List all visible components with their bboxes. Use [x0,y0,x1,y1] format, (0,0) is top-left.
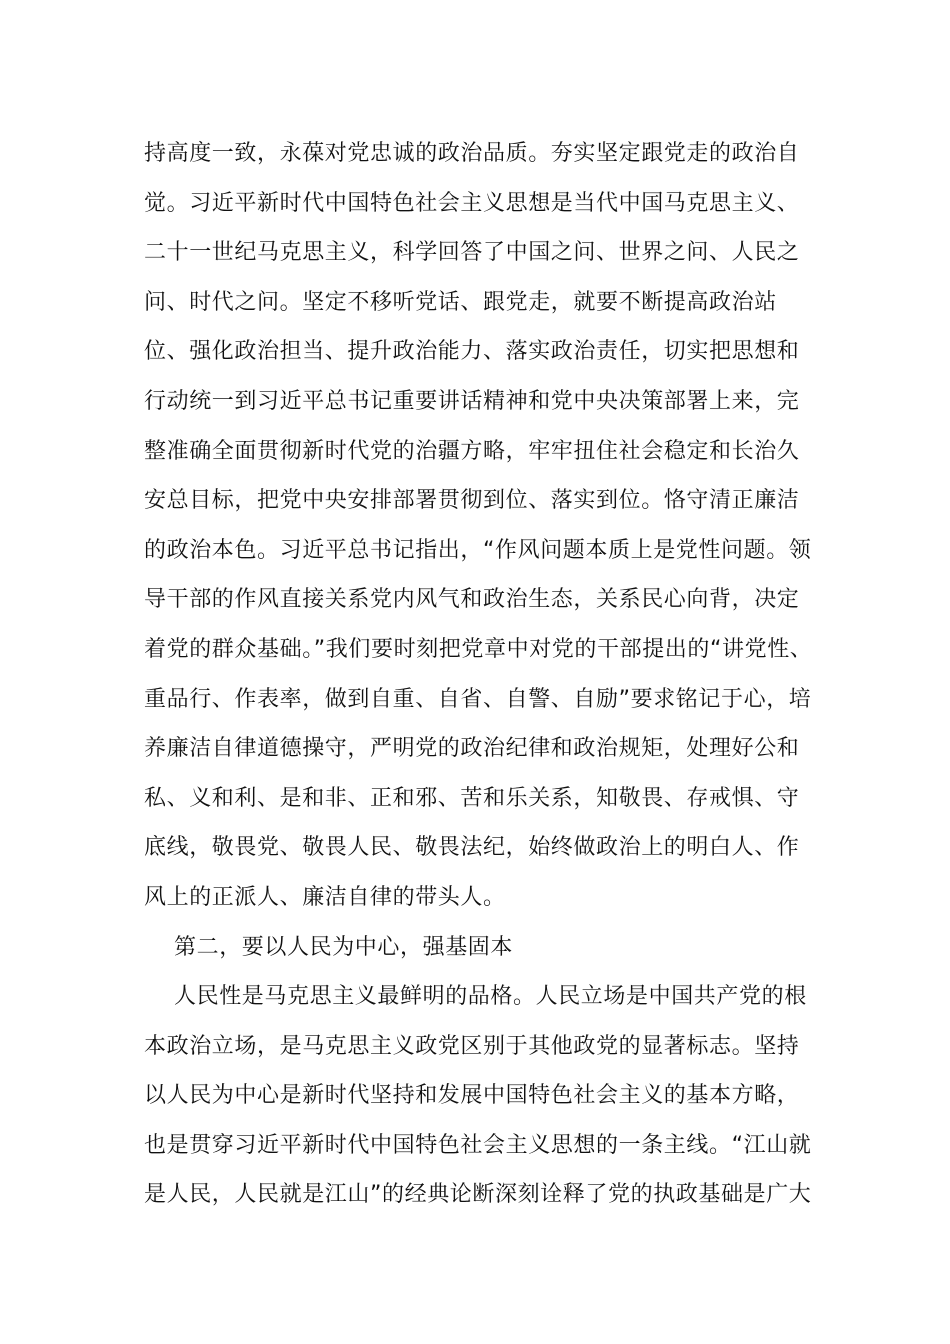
text-line: 本政治立场，是马克思主义政党区别于其他政党的显著标志。坚持 [144,1033,800,1059]
text-line: 持高度一致，永葆对党忠诚的政治品质。夯实坚定跟党走的政治自 [144,141,800,166]
text-line: 问、时代之问。坚定不移听党话、跟党走，就要不断提高政治站 [144,289,777,315]
text-line: 是人民，人民就是江山”的经典论断深刻诠释了党的执政基础是广大 [144,1182,812,1208]
text-line: 风上的正派人、廉洁自律的带头人。 [144,884,506,910]
text-line: 行动统一到习近平总书记重要讲话精神和党中央决策部署上来，完 [144,388,800,414]
text-line: 也是贯穿习近平新时代中国特色社会主义思想的一条主线。“江山就 [144,1132,812,1158]
text-line: 养廉洁自律道德操守，严明党的政治纪律和政治规矩，处理好公和 [144,736,800,762]
text-line: 安总目标，把党中央安排部署贯彻到位、落实到位。恪守清正廉洁 [144,488,800,514]
text-line: 以人民为中心是新时代坚持和发展中国特色社会主义的基本方略， [144,1083,800,1109]
text-line: 人民性是马克思主义最鲜明的品格。人民立场是中国共产党的根 [174,984,807,1010]
text-line: 觉。习近平新时代中国特色社会主义思想是当代中国马克思主义、 [144,190,800,216]
section-heading: 第二，要以人民为中心，强基固本 [174,934,514,960]
text-line: 位、强化政治担当、提升政治能力、落实政治责任，切实把思想和 [144,339,800,365]
text-line: 导干部的作风直接关系党内风气和政治生态，关系民心向背，决定 [144,587,800,613]
text-line: 的政治本色。习近平总书记指出，“作风问题本质上是党性问题。领 [144,537,812,563]
body-text [144,129,813,1220]
text-line: 重品行、作表率，做到自重、自省、自警、自励”要求铭记于心，培 [144,686,812,712]
text-line: 底线，敬畏党、敬畏人民、敬畏法纪，始终做政治上的明白人、作 [144,835,800,861]
text-line: 整准确全面贯彻新时代党的治疆方略，牢牢扭住社会稳定和长治久 [144,438,800,464]
text-line: 私、义和利、是和非、正和邪、苦和乐关系，知敬畏、存戒惧、守 [144,785,800,811]
text-line: 着党的群众基础。”我们要时刻把党章中对党的干部提出的“讲党性、 [144,636,813,662]
text-line: 二十一世纪马克思主义，科学回答了中国之问、世界之问、人民之 [144,240,800,266]
